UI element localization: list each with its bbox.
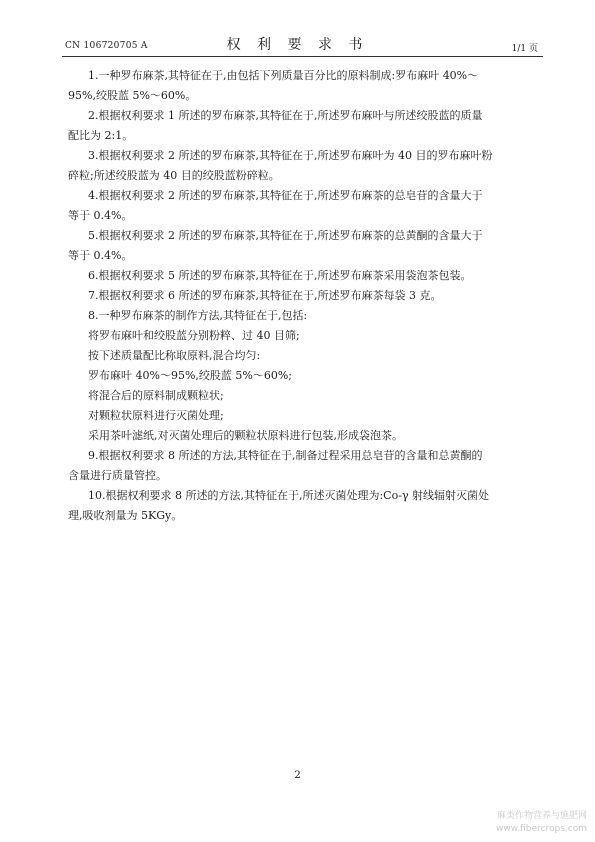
- claim-8: 8.一种罗布麻茶的制作方法,其特征在于,包括:: [88, 309, 308, 322]
- claim-5-line-2: 等于 0.4%。: [68, 249, 133, 262]
- claim-10-line-1: 10.根据权利要求 8 所述的方法,其特征在于,所述灭菌处理为:Co-γ 射线辐射灭菌处: [88, 489, 490, 502]
- claim-4-line-2: 等于 0.4%。: [68, 209, 133, 222]
- claim-6: 6.根据权利要求 5 所述的罗布麻茶,其特征在于,所述罗布麻茶采用袋泡茶包装。: [88, 269, 472, 282]
- claim-10-line-2: 理,吸收剂量为 5KGy。: [68, 509, 183, 522]
- watermark: [496, 810, 587, 836]
- document-header: [0, 0, 595, 60]
- claim-4-line-1: 4.根据权利要求 2 所述的罗布麻茶,其特征在于,所述罗布麻茶的总皂苷的含量大于: [88, 189, 483, 202]
- claim-3-line-1: 3.根据权利要求 2 所述的罗布麻茶,其特征在于,所述罗布麻叶为 40 目的罗布麻叶粉: [88, 149, 493, 162]
- claims-body: [68, 66, 524, 526]
- method-step: 按下述质量配比称取原料,混合均匀:: [88, 349, 261, 362]
- page-title: 权 利 要 求 书: [226, 37, 369, 53]
- claim-2-line-1: 2.根据权利要求 1 所述的罗布麻茶,其特征在于,所述罗布麻叶与所述绞股蓝的质量: [88, 109, 483, 122]
- claim-2-line-2: 配比为 2:1。: [68, 129, 134, 142]
- claim-7: 7.根据权利要求 6 所述的罗布麻茶,其特征在于,所述罗布麻茶每袋 3 克。: [88, 289, 442, 302]
- method-step: 将罗布麻叶和绞股蓝分别粉粹、过 40 目筛;: [88, 329, 300, 342]
- watermark-line-1: 麻类作物营养与施肥网: [496, 811, 587, 821]
- method-step: 罗布麻叶 40%～95%,绞股蓝 5%～60%;: [88, 369, 292, 382]
- method-step: 采用茶叶滤纸,对灭菌处理后的颗粒状原料进行包装,形成袋泡茶。: [88, 429, 403, 442]
- page-indicator: 1/1 页: [511, 44, 538, 54]
- page-number: 2: [294, 770, 301, 781]
- claim-1-line-2: 95%,绞股蓝 5%～60%。: [68, 89, 197, 102]
- claim-1-line-1: 1.一种罗布麻茶,其特征在于,由包括下列质量百分比的原料制成:罗布麻叶 40%～: [88, 69, 479, 82]
- watermark-line-2: www.fibercrops.com: [496, 824, 587, 834]
- claim-9-line-2: 含量进行质量管控。: [68, 469, 167, 482]
- claim-5-line-1: 5.根据权利要求 2 所述的罗布麻茶,其特征在于,所述罗布麻茶的总黄酮的含量大于: [88, 229, 483, 242]
- method-step: 对颗粒状原料进行灭菌处理;: [88, 409, 224, 422]
- claim-3-line-2: 碎粒;所述绞股蓝为 40 目的绞股蓝粉碎粒。: [68, 169, 280, 182]
- method-step: 将混合后的原料制成颗粒状;: [88, 389, 224, 402]
- header-divider: [62, 56, 543, 57]
- publication-number: CN 106720705 A: [65, 41, 148, 51]
- claim-9-line-1: 9.根据权利要求 8 所述的方法,其特征在于,制备过程采用总皂苷的含量和总黄酮的: [88, 449, 483, 462]
